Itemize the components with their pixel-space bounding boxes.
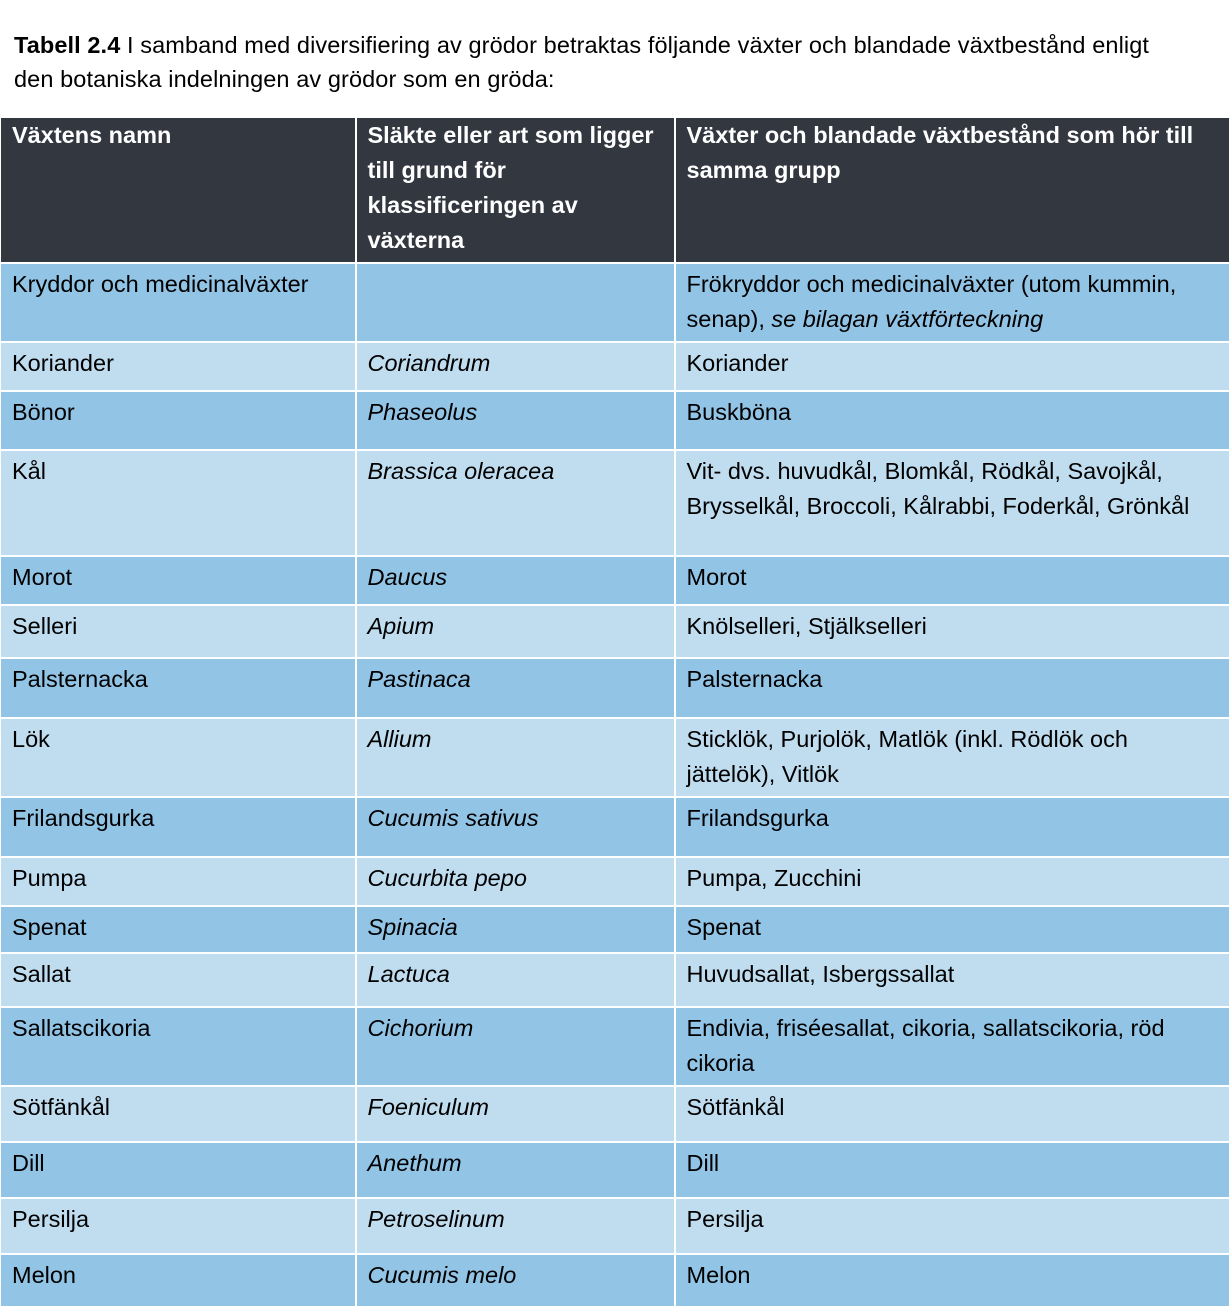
header-row <box>1 118 1229 263</box>
cell-name: Dill <box>1 1142 356 1198</box>
crop-classification-table <box>0 118 1229 1308</box>
cell-group: Sötfänkål <box>675 1086 1229 1142</box>
cell-genus: Cucurbita pepo <box>356 857 675 906</box>
cell-group: Buskböna <box>675 391 1229 450</box>
cell-name: Morot <box>1 556 356 605</box>
table-row <box>1 263 1229 342</box>
cell-group: Huvudsallat, Isbergssallat <box>675 953 1229 1007</box>
cell-genus: Brassica oleracea <box>356 450 675 556</box>
table-row <box>1 658 1229 718</box>
table-row <box>1 391 1229 450</box>
cell-name: Selleri <box>1 605 356 658</box>
cell-group: Knölselleri, Stjälkselleri <box>675 605 1229 658</box>
header-genus: Släkte eller art som ligger till grund för klassificeringen av växterna <box>356 118 675 263</box>
cell-group-note: se bilagan växtförteckning <box>771 306 1043 332</box>
table-row <box>1 342 1229 391</box>
cell-name: Kål <box>1 450 356 556</box>
cell-name: Koriander <box>1 342 356 391</box>
cell-group: Pumpa, Zucchini <box>675 857 1229 906</box>
table-row <box>1 1007 1229 1086</box>
table-row <box>1 1086 1229 1142</box>
cell-genus: Anethum <box>356 1142 675 1198</box>
caption-label: Tabell 2.4 <box>14 32 120 58</box>
cell-name: Frilandsgurka <box>1 797 356 857</box>
cell-group: Dill <box>675 1142 1229 1198</box>
cell-name: Sötfänkål <box>1 1086 356 1142</box>
header-plant-name: Växtens namn <box>1 118 356 263</box>
table-row <box>1 797 1229 857</box>
cell-group: Frilandsgurka <box>675 797 1229 857</box>
cell-group-text: Frökryddor och medicinalväxter (utom kummin, senap), <box>687 271 1177 332</box>
cell-group: Morot <box>675 556 1229 605</box>
header-group: Växter och blandade växtbestånd som hör till samma grupp <box>675 118 1229 263</box>
cell-name: Persilja <box>1 1198 356 1254</box>
cell-genus: Foeniculum <box>356 1086 675 1142</box>
cell-genus: Coriandrum <box>356 342 675 391</box>
cell-group: Melon <box>675 1254 1229 1307</box>
cell-genus: Apium <box>356 605 675 658</box>
table-row <box>1 906 1229 953</box>
cell-name: Bönor <box>1 391 356 450</box>
cell-name: Kryddor och medicinalväxter <box>1 263 356 342</box>
table-row <box>1 556 1229 605</box>
cell-group: Spenat <box>675 906 1229 953</box>
table-row <box>1 1142 1229 1198</box>
cell-genus: Cucumis melo <box>356 1254 675 1307</box>
cell-name: Lök <box>1 718 356 797</box>
table-row <box>1 857 1229 906</box>
table-row <box>1 605 1229 658</box>
cell-name: Sallat <box>1 953 356 1007</box>
cell-name: Sallatscikoria <box>1 1007 356 1086</box>
table-row <box>1 953 1229 1007</box>
table-row <box>1 1198 1229 1254</box>
cell-name: Spenat <box>1 906 356 953</box>
table-row <box>1 1254 1229 1307</box>
cell-genus: Spinacia <box>356 906 675 953</box>
cell-genus: Lactuca <box>356 953 675 1007</box>
cell-name: Pumpa <box>1 857 356 906</box>
cell-group <box>675 263 1229 342</box>
caption-text: I samband med diversifiering av grödor betraktas följande växter och blandade växtbestånd enligt den botaniska indelningen av grödor som en gröda: <box>14 32 1149 92</box>
cell-group: Koriander <box>675 342 1229 391</box>
table-row <box>1 718 1229 797</box>
cell-genus: Phaseolus <box>356 391 675 450</box>
cell-genus: Daucus <box>356 556 675 605</box>
cell-group: Sticklök, Purjolök, Matlök (inkl. Rödlök och jättelök), Vitlök <box>675 718 1229 797</box>
cell-genus: Allium <box>356 718 675 797</box>
cell-group: Endivia, friséesallat, cikoria, sallatscikoria, röd cikoria <box>675 1007 1229 1086</box>
cell-genus: Cichorium <box>356 1007 675 1086</box>
table-caption <box>14 28 1194 96</box>
cell-name: Palsternacka <box>1 658 356 718</box>
table-row <box>1 450 1229 556</box>
cell-group: Palsternacka <box>675 658 1229 718</box>
cell-name: Melon <box>1 1254 356 1307</box>
cell-genus: Cucumis sativus <box>356 797 675 857</box>
cell-group: Vit- dvs. huvudkål, Blomkål, Rödkål, Savojkål, Brysselkål, Broccoli, Kålrabbi, Foderkål, Grönkål <box>675 450 1229 556</box>
cell-genus <box>356 263 675 342</box>
cell-genus: Petroselinum <box>356 1198 675 1254</box>
cell-group: Persilja <box>675 1198 1229 1254</box>
cell-genus: Pastinaca <box>356 658 675 718</box>
